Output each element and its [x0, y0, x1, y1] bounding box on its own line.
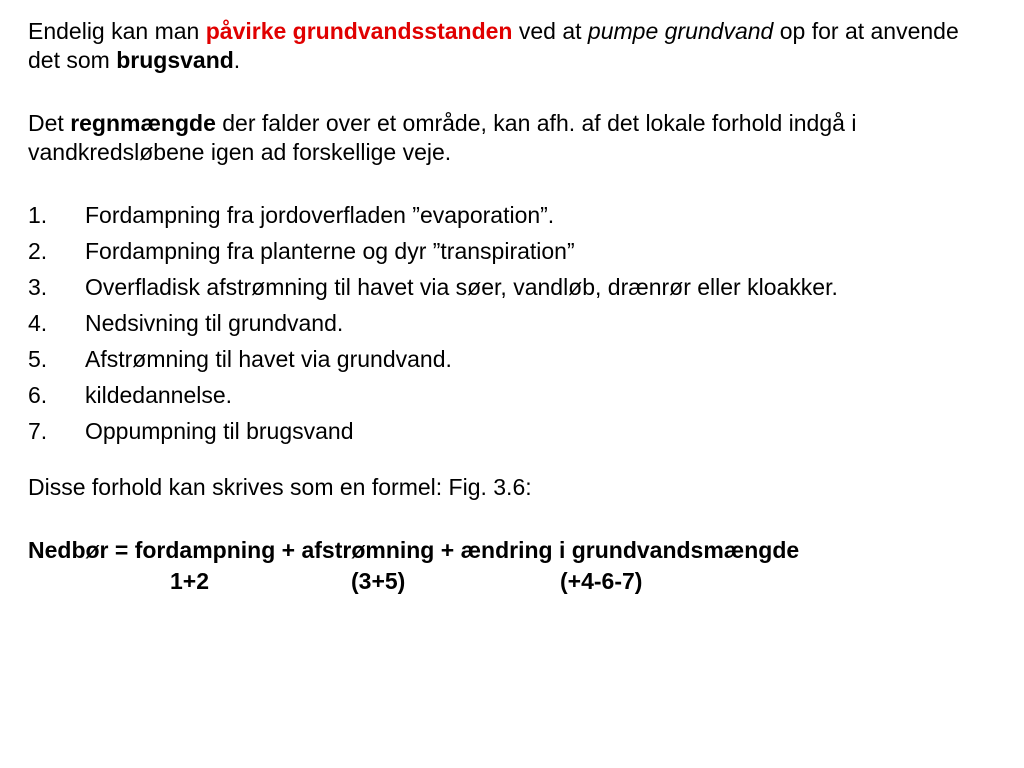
intro-paragraph — [28, 17, 988, 75]
rain-paragraph — [28, 109, 988, 167]
formula-parts — [28, 567, 988, 599]
intro-bold: brugsvand — [116, 47, 234, 73]
rain-text-2: der falder over et område, kan afh. af det lokale forhold indgå i vandkredsløbene igen ad forskellige veje. — [28, 110, 857, 165]
formula: Nedbør = fordampning + afstrømning + ændring i grundvandsmængde — [28, 537, 800, 563]
list-text: Fordampning fra planterne og dyr ”transpiration” — [85, 238, 575, 264]
list-item — [28, 237, 988, 266]
list-number: 2. — [28, 238, 48, 264]
pathway-list — [28, 201, 988, 446]
intro-text-3: op for at anvende det som — [28, 18, 959, 73]
list-item — [28, 381, 988, 410]
formula-part-evaporation: 1+2 — [170, 568, 210, 594]
slide-content — [28, 17, 988, 599]
intro-highlight: påvirke grundvandsstanden — [205, 18, 513, 44]
formula-intro: Disse forhold kan skrives som en formel: Fig. 3.6: — [28, 474, 532, 500]
intro-italic: pumpe grundvand — [587, 18, 774, 44]
list-number: 6. — [28, 382, 48, 408]
list-text: Oppumpning til brugsvand — [85, 418, 354, 444]
list-item — [28, 345, 988, 374]
list-text: kildedannelse. — [85, 382, 233, 408]
list-text: Afstrømning til havet via grundvand. — [85, 346, 452, 372]
intro-text-1: Endelig kan man — [28, 18, 206, 44]
intro-text-4: . — [233, 47, 241, 73]
formula-part-groundwater: (+4-6-7) — [560, 568, 643, 594]
intro-text-2: ved at — [512, 18, 588, 44]
list-text: Fordampning fra jordoverfladen ”evaporation”. — [85, 202, 555, 228]
rain-bold: regnmængde — [70, 110, 216, 136]
rain-text-1: Det — [28, 110, 71, 136]
list-number: 7. — [28, 418, 48, 444]
list-number: 5. — [28, 346, 48, 372]
list-number: 3. — [28, 274, 48, 300]
list-text: Overfladisk afstrømning til havet via søer, vandløb, drænrør eller kloakker. — [85, 274, 838, 300]
list-number: 4. — [28, 310, 48, 336]
list-item — [28, 309, 988, 338]
formula-part-runoff: (3+5) — [351, 568, 406, 594]
list-item — [28, 273, 988, 302]
list-text: Nedsivning til grundvand. — [85, 310, 344, 336]
list-item — [28, 417, 988, 446]
list-number: 1. — [28, 202, 48, 228]
list-item — [28, 201, 988, 230]
